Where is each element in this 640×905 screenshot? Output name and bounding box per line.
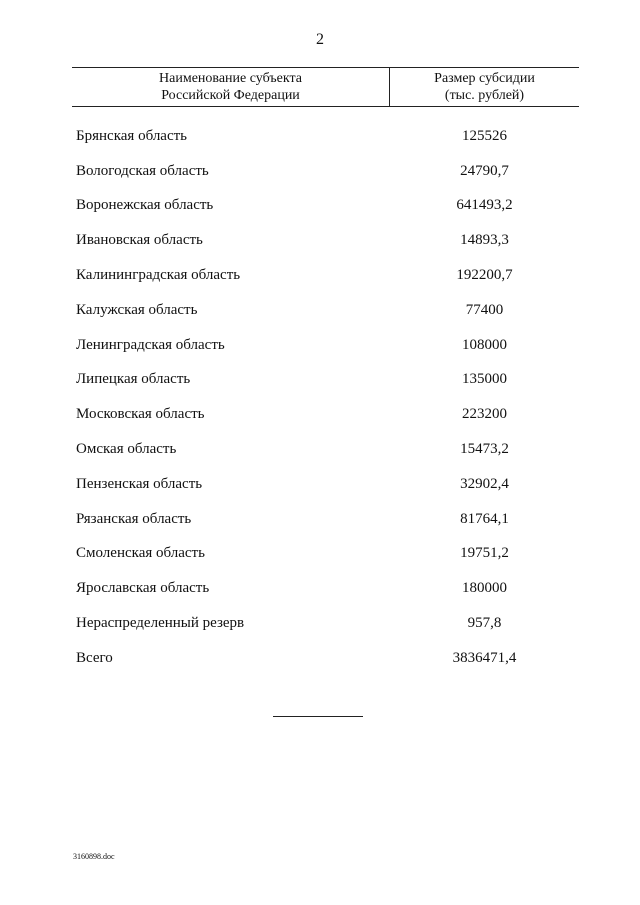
region-name: Ивановская область [76,232,203,249]
header-name-column [72,68,390,106]
subsidy-value: 3836471,4 [452,649,517,666]
table-row [72,258,579,293]
subsidy-value: 77400 [465,301,504,318]
subsidy-value: 15473,2 [460,441,509,458]
table-row [72,397,579,432]
subsidy-value: 108000 [462,336,507,353]
table-row [72,223,579,258]
subsidy-table [72,67,579,676]
region-name: Ленинградская область [76,336,225,353]
region-name: Рязанская область [76,510,192,527]
table-body [72,119,579,676]
region-name: Всего [76,649,113,666]
end-divider [273,716,363,717]
region-name: Липецкая область [76,371,191,388]
region-name: Нераспределенный резерв [76,615,245,632]
subsidy-value: 223200 [462,406,507,423]
header-value-column [390,68,579,106]
region-name: Ярославская область [76,580,210,597]
header-value-line2: (тыс. рублей) [444,88,525,103]
header-name-line2: Российской Федерации [161,88,300,103]
table-row [72,432,579,467]
region-name: Калининградская область [76,267,241,284]
header-name-line1: Наименование субъекта [159,71,302,86]
subsidy-value: 32902,4 [460,475,509,492]
subsidy-value: 125526 [462,127,507,144]
subsidy-value: 192200,7 [456,267,513,284]
region-name: Смоленская область [76,545,205,562]
table-row [72,467,579,502]
table-row [72,606,579,641]
subsidy-value: 24790,7 [460,162,509,179]
document-id: 3160898.doc [73,852,115,861]
header-value-line1: Размер субсидии [434,71,535,86]
region-name: Воронежская область [76,197,214,214]
subsidy-value: 81764,1 [460,510,509,527]
subsidy-value: 641493,2 [456,197,513,214]
region-name: Омская область [76,441,177,458]
table-row [72,363,579,398]
table-row [72,537,579,572]
subsidy-value: 135000 [462,371,507,388]
table-row [72,502,579,537]
table-row [72,293,579,328]
region-name: Калужская область [76,301,198,318]
page-number: 2 [316,31,324,48]
subsidy-value: 19751,2 [460,545,509,562]
table-row [72,328,579,363]
table-row [72,119,579,154]
table-row [72,571,579,606]
subsidy-value: 957,8 [467,615,502,632]
region-name: Пензенская область [76,475,203,492]
table-row [72,189,579,224]
table-row [72,154,579,189]
region-name: Московская область [76,406,205,423]
region-name: Вологодская область [76,162,209,179]
subsidy-value: 14893,3 [460,232,509,249]
table-header [72,67,579,107]
subsidy-value: 180000 [462,580,507,597]
region-name: Брянская область [76,127,188,144]
table-row [72,641,579,676]
